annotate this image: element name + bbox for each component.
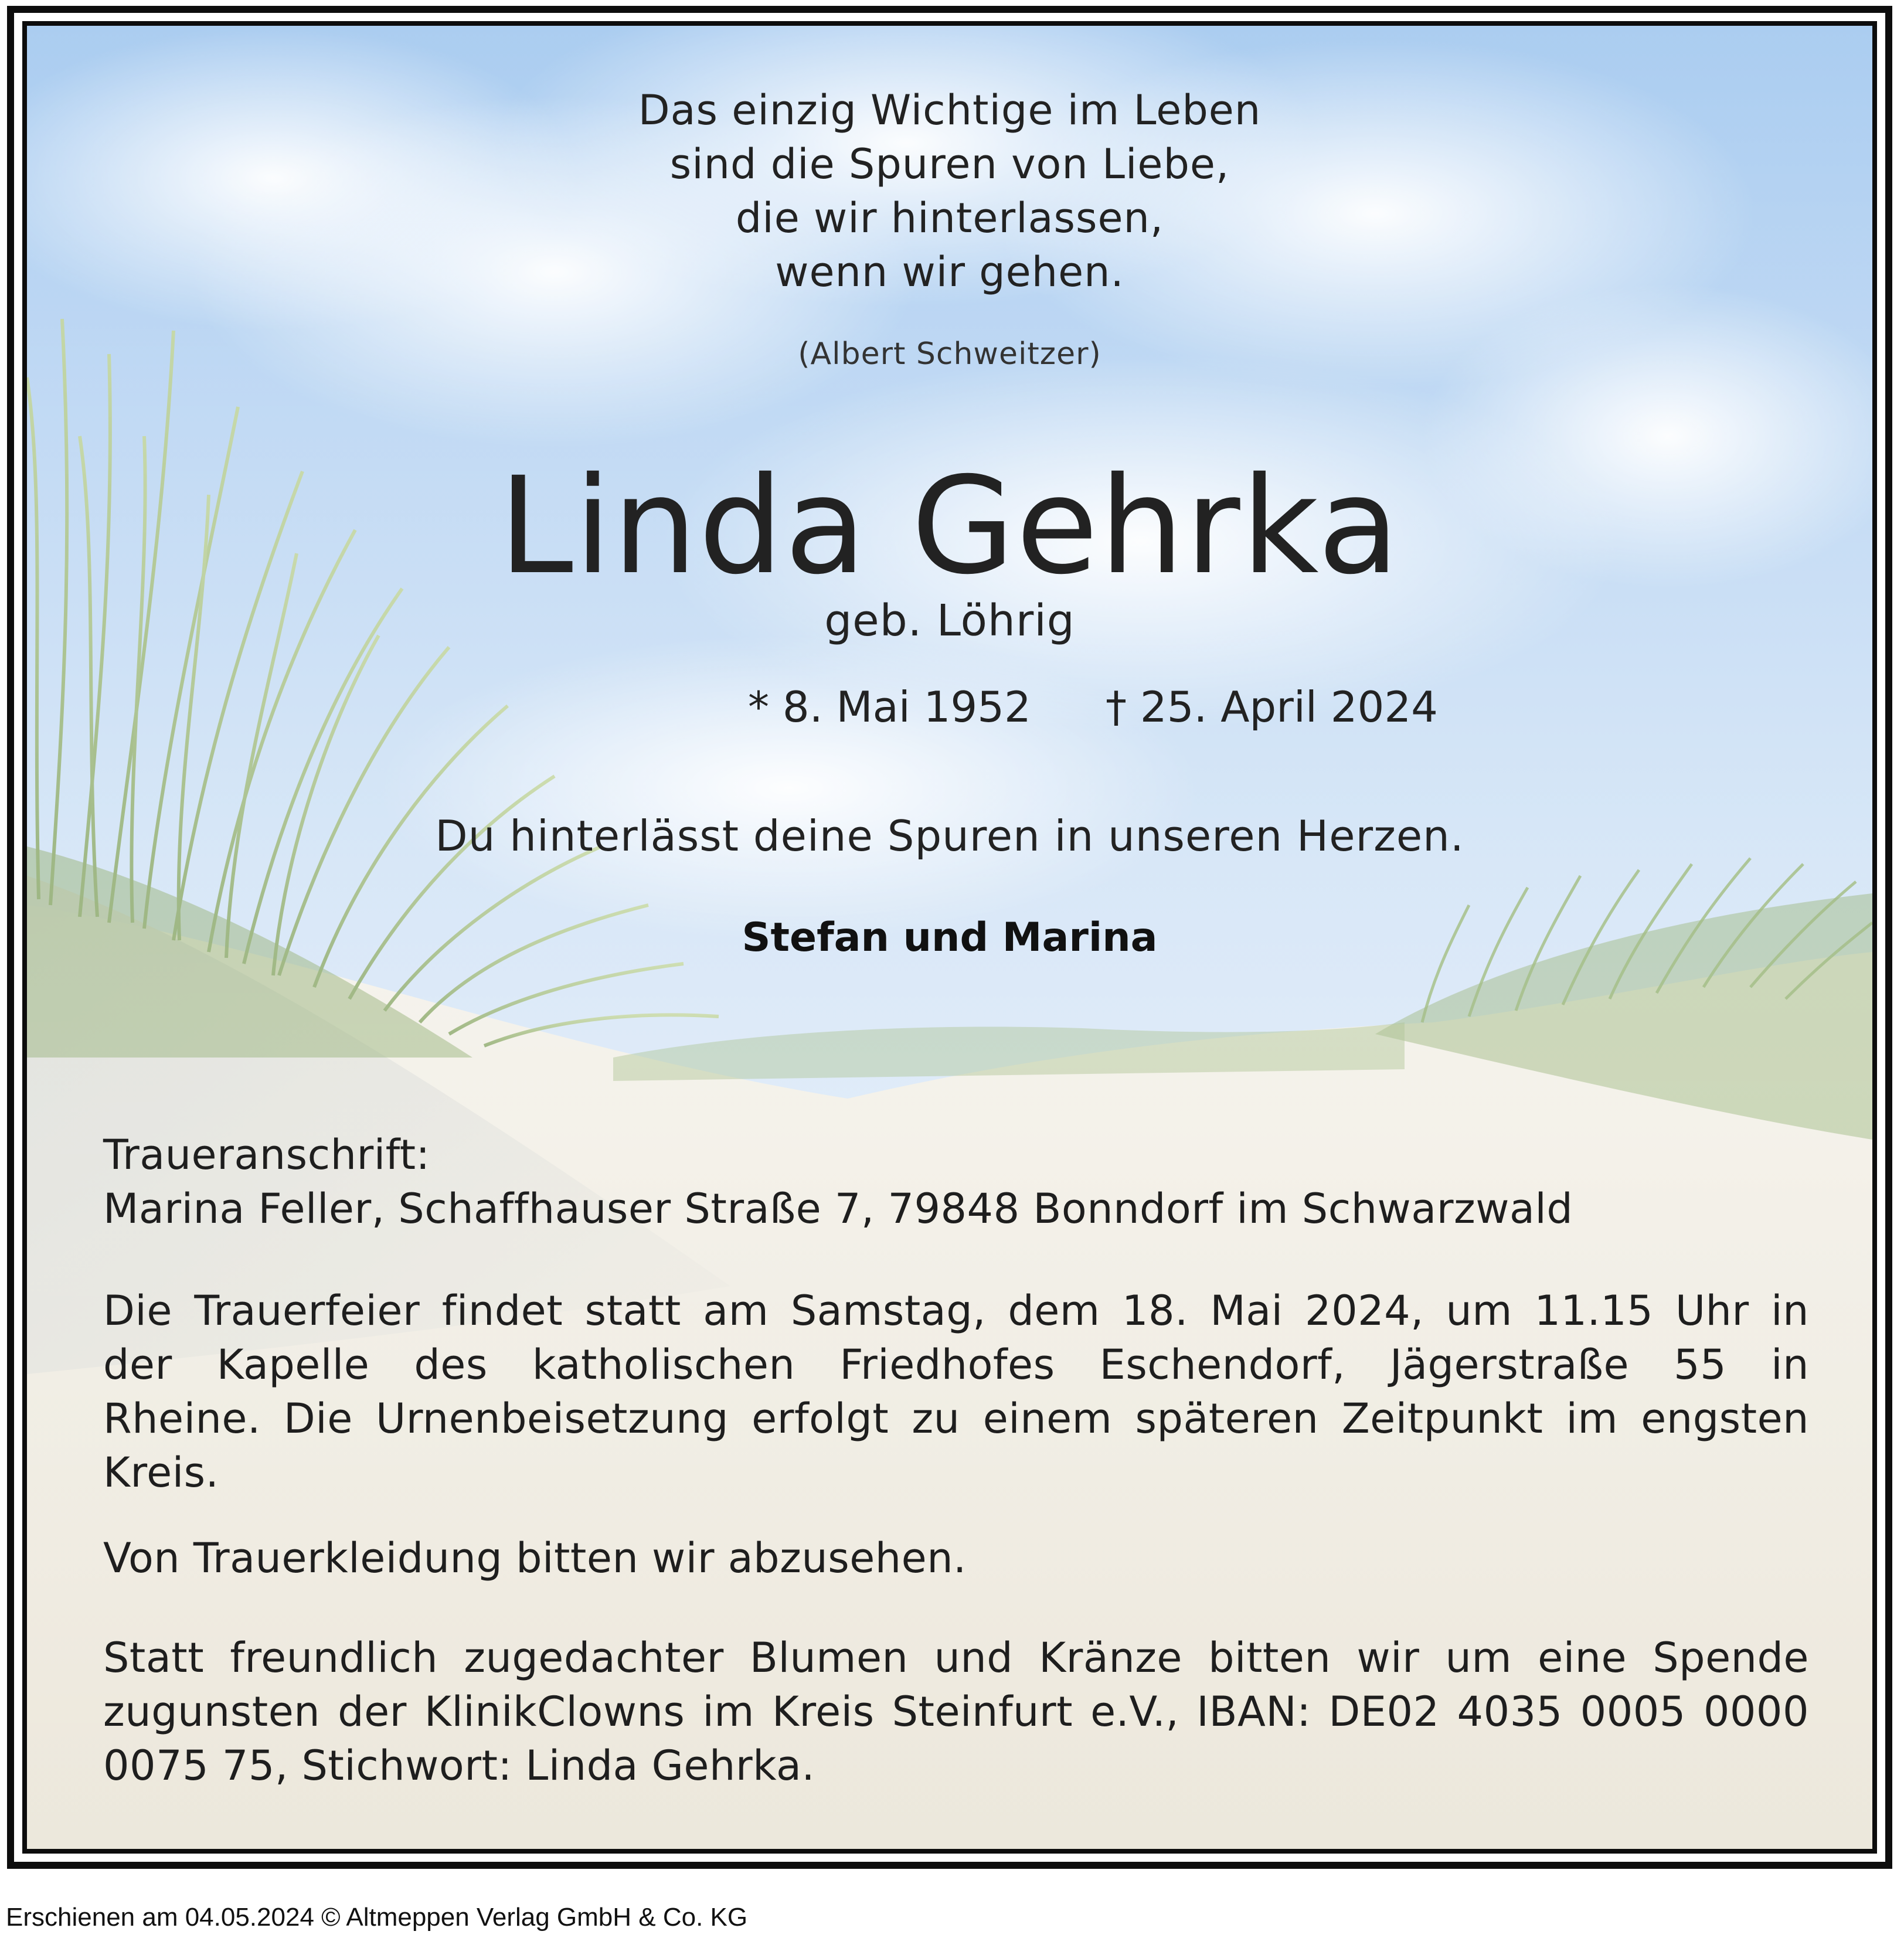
clothing-note: Von Trauerkleidung bitten wir abzusehen. (103, 1534, 967, 1582)
quote-line: Das einzig Wichtige im Leben (638, 86, 1262, 134)
quote-attribution: (Albert Schweitzer) (798, 336, 1101, 372)
quote-line: sind die Spuren von Liebe, (669, 140, 1230, 188)
funeral-line: Die Trauerfeier findet statt am Samstag, dem 18. Mai 2024, um 11.15 Uhr in (103, 1287, 1809, 1335)
donation-line: 0075 75, Stichwort: Linda Gehrka. (103, 1742, 815, 1790)
address-label: Traueranschrift: (103, 1131, 430, 1179)
obituary-text (27, 26, 1872, 1849)
quote-line: die wir hinterlassen, (735, 194, 1164, 242)
donation-line: Statt freundlich zugedachter Blumen und Kränze bitten wir um eine Spende (103, 1634, 1809, 1682)
funeral-details (103, 1284, 1809, 1500)
death-date: † 25. April 2024 (1106, 682, 1438, 732)
memorial-message: Du hinterlässt deine Spuren in unseren Herzen. (435, 811, 1464, 861)
mourning-address (103, 1128, 1809, 1236)
donation-request (103, 1631, 1809, 1793)
funeral-line: der Kapelle des katholischen Friedhofes Eschendorf, Jägerstraße 55 in (103, 1341, 1809, 1389)
publication-footer: Erschienen am 04.05.2024 © Altmeppen Verlag GmbH & Co. KG (6, 1903, 748, 1932)
funeral-line: Kreis. (103, 1449, 219, 1497)
birth-date: * 8. Mai 1952 (748, 682, 1031, 732)
maiden-name: geb. Löhrig (824, 596, 1075, 646)
address-value: Marina Feller, Schaffhauser Straße 7, 79848 Bonndorf im Schwarzwald (103, 1185, 1573, 1233)
donation-line: zugunsten der KlinikClowns im Kreis Steinfurt e.V., IBAN: DE02 4035 0005 0000 (103, 1688, 1809, 1736)
deceased-name: Linda Gehrka (498, 448, 1401, 604)
obituary-card (22, 21, 1877, 1854)
quote-line: wenn wir gehen. (775, 248, 1124, 296)
mourners-names: Stefan und Marina (742, 914, 1158, 961)
funeral-line: Rheine. Die Urnenbeisetzung erfolgt zu einem späteren Zeitpunkt im engsten (103, 1395, 1809, 1443)
